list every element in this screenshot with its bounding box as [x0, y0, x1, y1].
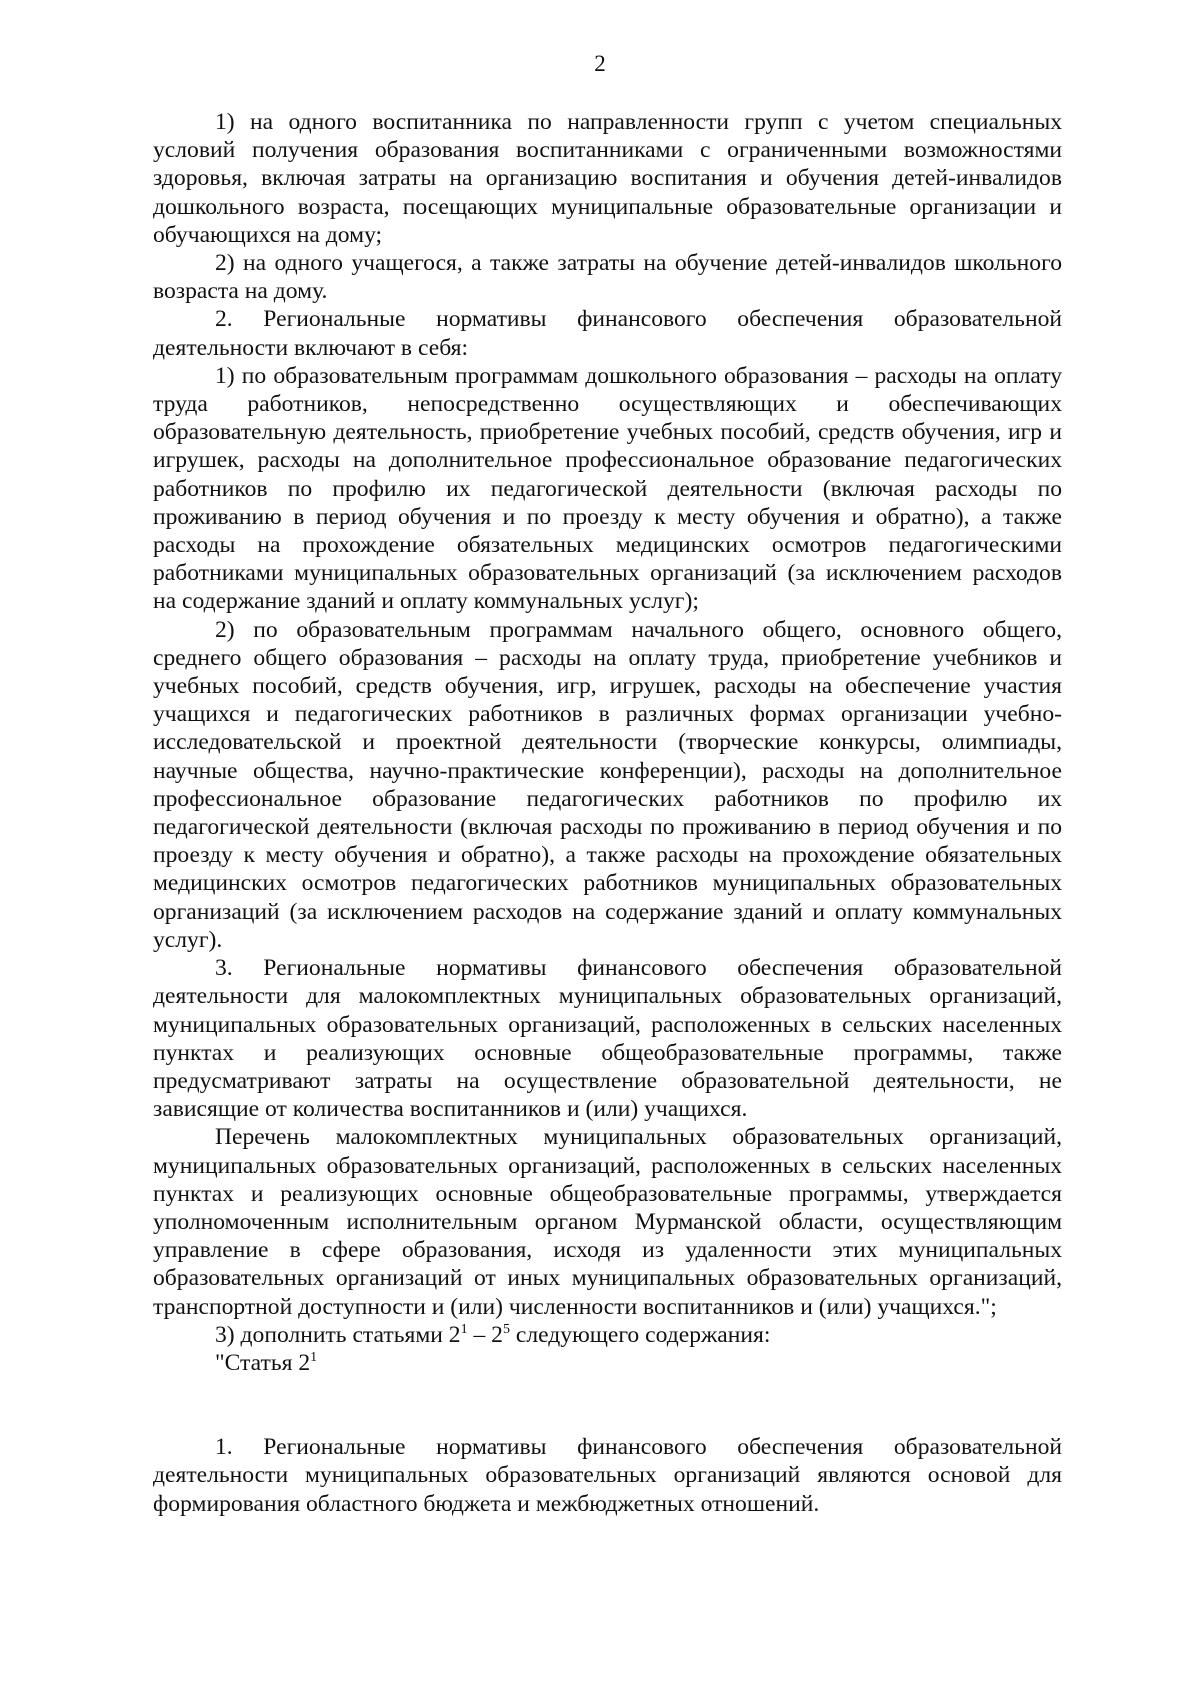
page-number: 2 — [594, 51, 606, 76]
amendment-text-before: 3) дополнить статьями 2 — [215, 1321, 461, 1348]
paragraph-section-2: 2. Региональные нормативы финансового обеспечения образовательной деятельности включают в себя: — [153, 306, 1062, 361]
paragraph-article-point-1: 1. Региональные нормативы финансового обеспечения образовательной деятельности муниципальных образовательных организаций являются основой для формирования областного бюджета и межбюджетных отношений. — [153, 1434, 1062, 1517]
amendment-dash: – 2 — [467, 1321, 503, 1348]
article-heading-text: "Статья 2 — [215, 1349, 311, 1376]
amendment-line — [153, 1321, 1062, 1349]
paragraph-list-of-organizations: Перечень малокомплектных муниципальных образовательных организаций, муниципальных образовательных организаций, расположенных в сельских населенных пунктах и реализующих основные общеобразовательные программы, утверждается уполномоченным исполнительным органом Мурманской области, осуществляющим управление в сфере образования, исходя из удаленности этих муниципальных образовательных организаций от иных муниципальных образовательных организаций, транспортной доступности и (или) численности воспитанников и (или) учащихся."; — [153, 1124, 1062, 1320]
amendment-superscript-1: 1 — [460, 1321, 468, 1337]
paragraph-section-3: 3. Региональные нормативы финансового обеспечения образовательной деятельности для малокомплектных муниципальных образовательных организаций, муниципальных образовательных организаций, расположенных в сельских населенных пунктах и реализующих основные общеобразовательные программы, также предусматривают затраты на осуществление образовательной деятельности, не зависящие от количества воспитанников и (или) учащихся. — [153, 955, 1062, 1123]
paragraph-preschool-programs: 1) по образовательным программам дошкольного образования – расходы на оплату труда работников, непосредственно осуществляющих и обеспечивающих образовательную деятельность, приобретение учебных пособий, средств обучения, игр и игрушек, расходы на дополнительное профессиональное образование педагогических работников по профилю их педагогической деятельности (включая расходы по проживанию в период обучения и по проезду к месту обучения и обратно), а также расходы на прохождение обязательных медицинских осмотров педагогическими работниками муниципальных образовательных организаций (за исключением расходов на содержание зданий и оплату коммунальных услуг); — [153, 362, 1062, 615]
document-body — [153, 108, 1062, 1518]
paragraph-item-1: 1) на одного воспитанника по направленности групп с учетом специальных условий получения образования воспитанниками с ограниченными возможностями здоровья, включая затраты на организацию воспитания и обучения детей-инвалидов дошкольного возраста, посещающих муниципальные образовательные организации и обучающихся на дому; — [153, 109, 1062, 248]
paragraph-item-2: 2) на одного учащегося, а также затраты на обучение детей-инвалидов школьного возраста на дому. — [153, 250, 1062, 305]
amendment-superscript-5: 5 — [502, 1321, 510, 1337]
article-heading-superscript: 1 — [310, 1349, 318, 1365]
amendment-text-after: следующего содержания: — [509, 1321, 771, 1348]
paragraph-general-education-programs: 2) по образовательным программам начального общего, основного общего, среднего общего образования – расходы на оплату труда, приобретение учебников и учебных пособий, средств обучения, игр, игрушек, расходы на обеспечение участия учащихся и педагогических работников в различных формах организации учебно-исследовательской и проектной деятельности (творческие конкурсы, олимпиады, научные общества, научно-практические конференции), расходы на дополнительное профессиональное образование педагогических работников по профилю их педагогической деятельности (включая расходы по проживанию в период обучения и по проезду к месту обучения и обратно), а также расходы на прохождение обязательных медицинских осмотров педагогических работников муниципальных образовательных организаций (за исключением расходов на содержание зданий и оплату коммунальных услуг). — [153, 616, 1062, 953]
article-heading — [153, 1349, 1062, 1377]
blank-spacer — [153, 1377, 1062, 1433]
